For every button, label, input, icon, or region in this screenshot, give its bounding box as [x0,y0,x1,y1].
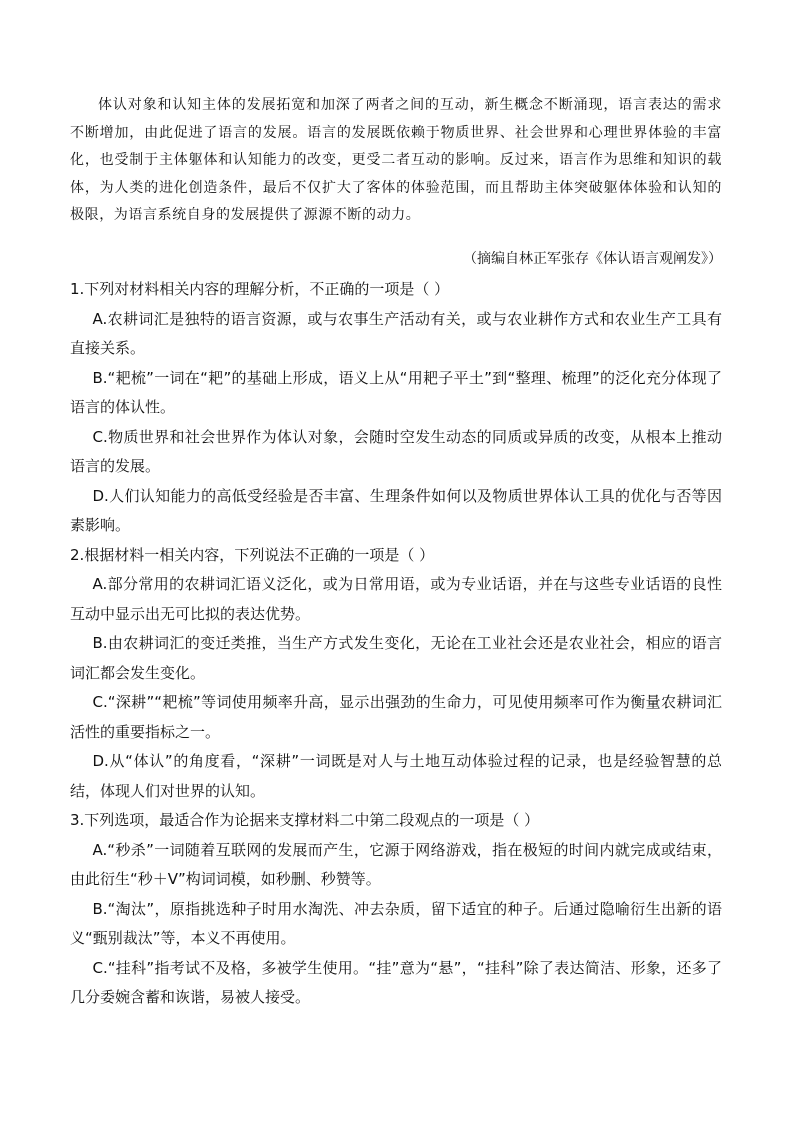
passage-source: （摘编自林正军张存《体认语言观阐发》） [463,251,722,267]
question-stem: 2.根据材料一相关内容，下列说法不正确的一项是（ ） [70,545,435,564]
option-a: A.“秒杀”一词随着互联网的发展而产生，它源于网络游戏，指在极短的时间内就完成或结束，由此衍生“秒＋V”构词词模，如秒删、秒赞等。 [70,840,722,888]
option-b: B.“淘汰”，原指挑选种子时用水淘洗、冲去杂质，留下适宜的种子。后通过隐喻衍生出新的语义“甄别裁汰”等，本义不再使用。 [70,899,722,947]
option-c: C.“挂科”指考试不及格，多被学生使用。“挂”意为“悬”，“挂科”除了表达简洁、形象，还多了几分委婉含蓄和诙谐，易被人接受。 [70,958,722,1006]
question-1 [70,275,722,541]
question-2 [70,541,722,807]
reading-passage [70,92,722,230]
question-list [70,275,722,1013]
option-c: C.“深耕”“耙梳”等词使用频率升高，显示出强劲的生命力，可见使用频率可作为衡量农耕词汇活性的重要指标之一。 [70,693,722,741]
passage-paragraph: 体认对象和认知主体的发展拓宽和加深了两者之间的互动，新生概念不断涌现，语言表达的需求不断增加，由此促进了语言的发展。语言的发展既依赖于物质世界、社会世界和心理世界体验的丰富化，也受制于主体躯体和认知能力的改变，更受二者互动的影响。反过来，语言作为思维和知识的载体，为人类的进化创造条件，最后不仅扩大了客体的体验范围，而且帮助主体突破躯体体验和认知的极限，为语言系统自身的发展提供了源源不断的动力。 [70,97,722,223]
question-stem: 3.下列选项，最适合作为论据来支撑材料二中第二段观点的一项是（ ） [70,811,540,829]
option-c: C.物质世界和社会世界作为体认对象，会随时空发生动态的同质或异质的改变，从根本上推动语言的发展。 [70,427,722,475]
option-b: B.由农耕词汇的变迁类推，当生产方式发生变化，无论在工业社会还是农业社会，相应的语言词汇都会发生变化。 [70,634,722,682]
question-3 [70,806,722,1013]
option-d: D.人们认知能力的高低受经验是否丰富、生理条件如何以及物质世界体认工具的优化与否等因素影响。 [70,486,722,534]
question-stem: 1.下列对材料相关内容的理解分析，不正确的一项是（ ） [70,280,450,298]
option-a: A.农耕词汇是独特的语言资源，或与农事生产活动有关，或与农业耕作方式和农业生产工具有直接关系。 [70,309,722,357]
option-b: B.“耙梳”一词在“耙”的基础上形成，语义上从“用耙子平土”到“整理、梳理”的泛化充分体现了语言的体认性。 [70,368,722,416]
option-d: D.从“体认”的角度看，“深耕”一词既是对人与土地互动体验过程的记录，也是经验智慧的总结，体现人们对世界的认知。 [70,752,723,800]
option-a: A.部分常用的农耕词汇语义泛化，或为日常用语，或为专业话语，并在与这些专业话语的良性互动中显示出无可比拟的表达优势。 [70,575,722,623]
